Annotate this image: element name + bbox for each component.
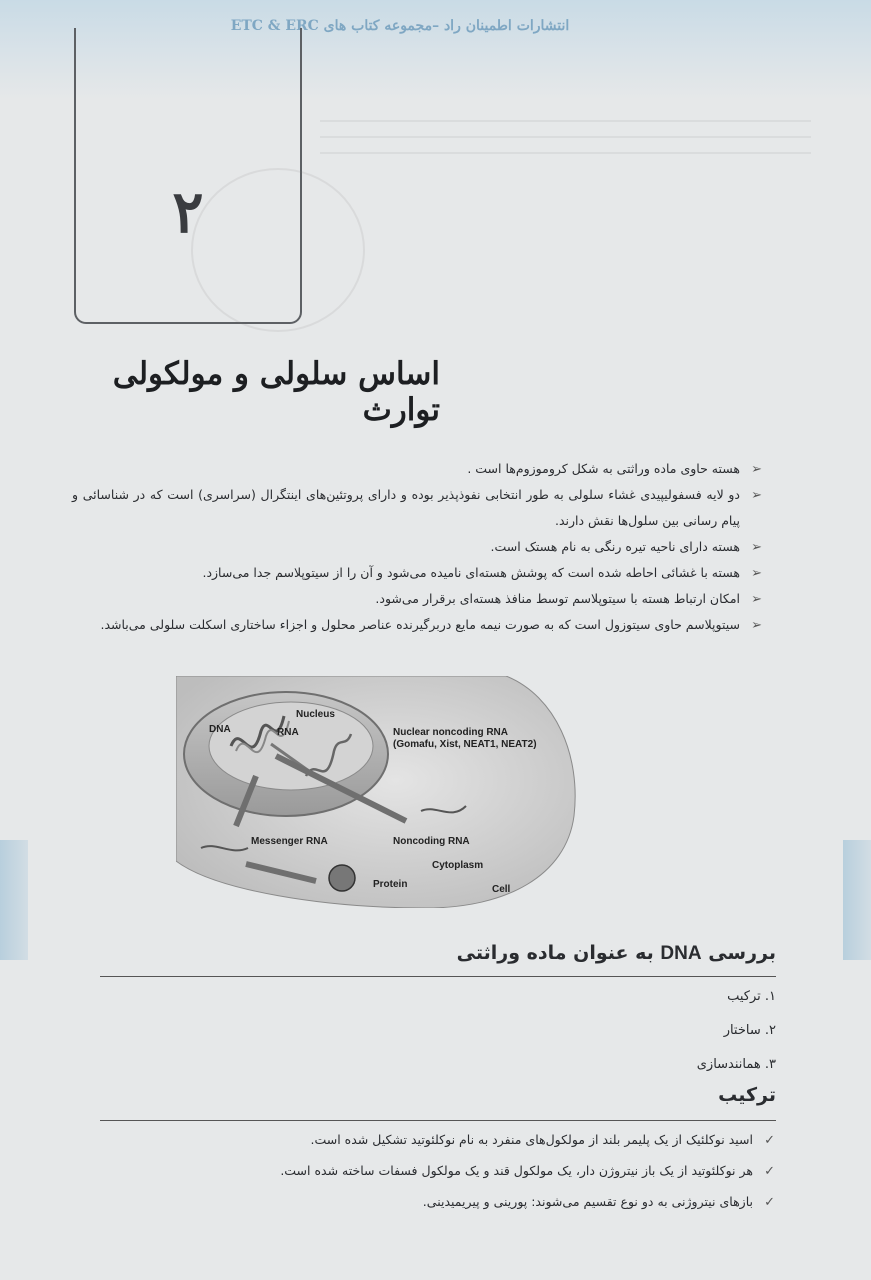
publisher-header: انتشارات اطمینان راد –مجموعه کتاب های ETC & ERC	[230, 18, 570, 34]
arrow-check-icon: ➢	[751, 566, 762, 581]
label-protein: Protein	[373, 879, 408, 890]
label-rna: RNA	[277, 727, 299, 738]
arrow-check-icon: ➢	[751, 540, 762, 555]
list-item: ۱. ترکیب	[727, 989, 776, 1004]
label-noncoding-rna: Noncoding RNA	[393, 836, 470, 847]
bleed-through-lines	[320, 120, 811, 168]
list-item: ✓ بازهای نیتروژنی به دو نوع تقسیم می‌شوند: پورینی و پیریمیدینی.	[200, 1186, 775, 1217]
cell-diagram	[176, 676, 576, 908]
list-item: ➢ سیتوپلاسم حاوی سیتوزول است که به صورت نیمه مایع دربرگیرنده عناصر محلول و اجزاء ساختاری اسکلت سلولی می‌باشد.	[72, 612, 762, 638]
list-item: ✓ اسید نوکلئیک از یک پلیمر بلند از مولکول‌های منفرد به نام نوکلئوتید تشکیل شده است.	[200, 1124, 775, 1155]
arrow-check-icon: ➢	[751, 488, 762, 503]
list-item: ۳. همانندسازی	[696, 1057, 776, 1072]
label-nucleus: Nucleus	[296, 709, 335, 720]
label-dna: DNA	[209, 724, 231, 735]
composition-bullet-list	[200, 1124, 775, 1217]
check-icon: ✓	[764, 1195, 775, 1210]
section-heading-composition: ترکیب	[718, 1084, 776, 1106]
divider	[100, 1120, 776, 1121]
divider	[100, 976, 776, 977]
arrow-check-icon: ➢	[751, 592, 762, 607]
label-cytoplasm: Cytoplasm	[432, 860, 484, 871]
protein-blob	[329, 865, 355, 891]
list-item: ✓ هر نوکلئوتید از یک باز نیتروژن دار، یک مولکول قند و یک مولکول فسفات ساخته شده است.	[200, 1155, 775, 1186]
check-icon: ✓	[764, 1164, 775, 1179]
arrow-check-icon: ➢	[751, 618, 762, 633]
label-nuclear-ncrna: Nuclear noncoding RNA	[393, 727, 509, 738]
chapter-box	[74, 28, 302, 324]
cell-rna-figure	[176, 676, 576, 908]
chapter-number: ۲	[172, 178, 204, 246]
label-cell: Cell	[492, 884, 511, 895]
intro-bullet-list	[72, 456, 762, 638]
list-item: ➢ امکان ارتباط هسته با سیتوپلاسم توسط منافذ هسته‌ای برقرار می‌شود.	[72, 586, 762, 612]
right-edge-tab	[843, 840, 871, 960]
section-heading-dna: بررسی DNA به عنوان ماده وراثتی	[456, 942, 776, 964]
nucleus-interior	[209, 702, 373, 790]
list-item: ➢ هسته با غشائی احاطه شده است که پوشش هسته‌ای نامیده می‌شود و آن را از سیتوپلاسم جدا می‌سازد.	[72, 560, 762, 586]
list-item: ➢ هسته دارای ناحیه تیره رنگی به نام هستک است.	[72, 534, 762, 560]
check-icon: ✓	[764, 1133, 775, 1148]
label-messenger-rna: Messenger RNA	[251, 836, 328, 847]
list-item: ۲. ساختار	[723, 1023, 776, 1038]
label-nuclear-ncrna-examples: (Gomafu, Xist, NEAT1, NEAT2)	[393, 739, 537, 750]
arrow-check-icon: ➢	[751, 462, 762, 477]
chapter-title: اساس سلولی و مولکولی توارث	[112, 356, 440, 428]
list-item: ➢ هسته حاوی ماده وراثتی به شکل کروموزوم‌ها است .	[72, 456, 762, 482]
list-item: ➢ دو لایه فسفولیپیدی غشاء سلولی به طور انتخابی نفوذپذیر بوده و دارای پروتئین‌های اینتگرال (سراسری) است که در شناسائی و پیام رسانی بین سلول‌ها نقش دارند.	[72, 482, 762, 534]
topic-list	[697, 980, 776, 1082]
left-edge-tab	[0, 840, 28, 960]
